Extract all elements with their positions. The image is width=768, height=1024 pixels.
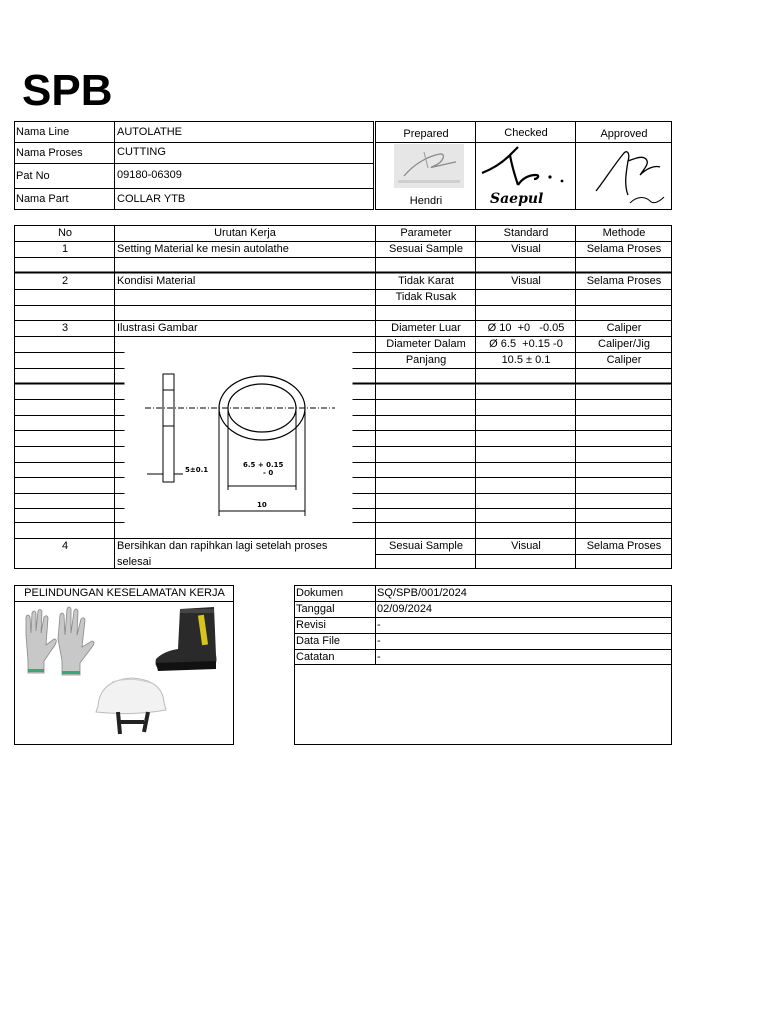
col-header-no: No bbox=[57, 227, 73, 239]
doc-label-revisi: Revisi bbox=[296, 619, 326, 631]
row3-std: Ø 10 +0 -0.05 bbox=[487, 322, 565, 334]
row2-std: Visual bbox=[511, 275, 541, 287]
field-value-process: CUTTING bbox=[117, 146, 166, 158]
doc-value-datafile: - bbox=[377, 635, 381, 647]
row3b-param: Diameter Dalam bbox=[386, 338, 466, 350]
doc-value-revisi: - bbox=[377, 619, 381, 631]
field-label-process: Nama Proses bbox=[16, 147, 83, 159]
row3c-method: Caliper bbox=[606, 354, 642, 366]
col-header-param: Parameter bbox=[400, 227, 452, 239]
row3c-std: 10.5 ± 0.1 bbox=[501, 354, 551, 366]
doc-label-datafile: Data File bbox=[296, 635, 341, 647]
row2-no: 2 bbox=[61, 275, 69, 287]
doc-label-dokumen: Dokumen bbox=[296, 587, 344, 599]
col-header-task: Urutan Kerja bbox=[214, 227, 276, 239]
boots-icon bbox=[152, 605, 226, 673]
checked-signature-text: Saepul bbox=[490, 191, 544, 207]
row3b-std: Ø 6.5 +0.15 -0 bbox=[489, 338, 563, 350]
col-header-standard: Standard bbox=[503, 227, 549, 239]
field-value-line: AUTOLATHE bbox=[117, 126, 182, 138]
row4-task: Bersihkan dan rapihkan lagi setelah proses bbox=[117, 540, 328, 552]
field-label-patno: Pat No bbox=[16, 170, 50, 182]
prepared-signature bbox=[394, 144, 464, 188]
approved-signature bbox=[590, 145, 670, 207]
doc-value-tanggal: 02/09/2024 bbox=[377, 603, 433, 615]
row2-method: Selama Proses bbox=[586, 275, 662, 287]
doc-value-catatan: - bbox=[377, 651, 381, 663]
field-value-patno: 09180-06309 bbox=[117, 169, 182, 181]
row2b-param: Tidak Rusak bbox=[395, 291, 457, 303]
field-value-part: COLLAR YTB bbox=[117, 193, 186, 205]
gloves-icon bbox=[20, 605, 102, 681]
row1-no: 1 bbox=[61, 243, 69, 255]
safety-title: PELINDUNGAN KESELAMATAN KERJA bbox=[24, 587, 225, 599]
row2-task: Kondisi Material bbox=[117, 275, 196, 287]
helmet-icon bbox=[92, 672, 168, 742]
row4-param: Sesuai Sample bbox=[389, 540, 463, 552]
row4-task-cont: selesai bbox=[117, 556, 152, 568]
field-label-line: Nama Line bbox=[16, 126, 70, 138]
dim-inner-tol-label: - 0 bbox=[263, 469, 274, 477]
row3b-method: Caliper/Jig bbox=[598, 338, 650, 350]
row1-method: Selama Proses bbox=[586, 243, 662, 255]
part-drawing bbox=[125, 340, 352, 536]
doc-value-dokumen: SQ/SPB/001/2024 bbox=[377, 587, 467, 599]
dim-inner-label: 6.5 + 0.15 bbox=[243, 461, 284, 469]
page-title: SPB bbox=[22, 66, 113, 115]
checked-signature bbox=[478, 143, 574, 207]
col-header-method: Methode bbox=[602, 227, 646, 239]
checked-header: Checked bbox=[504, 127, 548, 139]
row3-param: Diameter Luar bbox=[391, 322, 461, 334]
doc-label-catatan: Catatan bbox=[296, 651, 335, 663]
field-label-part: Nama Part bbox=[16, 193, 69, 205]
row3-method: Caliper bbox=[606, 322, 642, 334]
row2-param: Tidak Karat bbox=[398, 275, 454, 287]
row1-param: Sesuai Sample bbox=[389, 243, 463, 255]
row1-std: Visual bbox=[511, 243, 541, 255]
approved-header: Approved bbox=[600, 128, 648, 140]
row1-task: Setting Material ke mesin autolathe bbox=[117, 243, 289, 255]
row3-no: 3 bbox=[61, 322, 69, 334]
row3c-param: Panjang bbox=[405, 354, 447, 366]
row4-std: Visual bbox=[511, 540, 541, 552]
row4-no: 4 bbox=[61, 540, 69, 552]
prepared-header: Prepared bbox=[403, 128, 449, 140]
row3-task: Ilustrasi Gambar bbox=[117, 322, 198, 334]
doc-label-tanggal: Tanggal bbox=[296, 603, 335, 615]
dim-width-label: 5±0.1 bbox=[185, 466, 209, 474]
row4-method: Selama Proses bbox=[586, 540, 662, 552]
dim-outer-label: 10 bbox=[257, 501, 267, 509]
prepared-name: Hendri bbox=[409, 195, 443, 207]
